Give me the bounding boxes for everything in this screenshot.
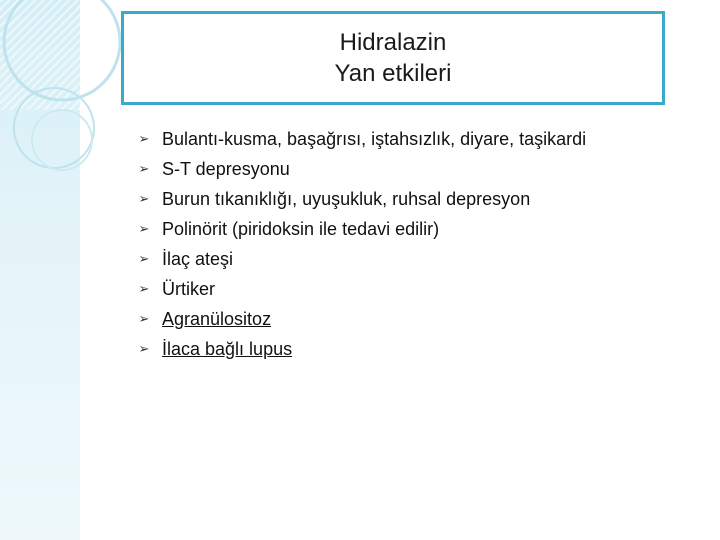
title-line-1: Hidralazin — [339, 29, 447, 56]
list-item — [136, 124, 706, 154]
decorative-circles — [0, 0, 130, 200]
arrowhead-bullet-icon: ➢ — [138, 251, 150, 266]
list-item — [136, 274, 706, 304]
deco-circle-large — [4, 0, 120, 100]
list-item — [136, 214, 706, 244]
list-item — [136, 154, 706, 184]
list-item-text: İlaç ateşi — [162, 248, 234, 269]
arrowhead-bullet-icon: ➢ — [138, 341, 150, 356]
list-item-text-underlined: İlaca bağlı lupus — [162, 338, 293, 359]
list-item-text: Polinörit (piridoksin ile tedavi edilir) — [162, 218, 440, 239]
arrowhead-bullet-icon: ➢ — [138, 311, 150, 326]
title-line-2: Yan etkileri — [334, 60, 452, 87]
side-effects-list — [136, 124, 706, 364]
list-item-text: Bulantı-kusma, başağrısı, iştahsızlık, diyare, taşikardi — [162, 128, 587, 149]
arrowhead-bullet-icon: ➢ — [138, 191, 150, 206]
list-item-text: Burun tıkanıklığı, uyuşukluk, ruhsal depresyon — [162, 188, 531, 209]
list-item-text-underlined: Agranülositoz — [162, 308, 272, 329]
title-box — [121, 11, 665, 105]
arrowhead-bullet-icon: ➢ — [138, 161, 150, 176]
list-item — [136, 184, 706, 214]
list-item-text: S-T depresyonu — [162, 158, 290, 179]
list-item — [136, 304, 706, 334]
list-item — [136, 334, 706, 364]
arrowhead-bullet-icon: ➢ — [138, 281, 150, 296]
list-item-text: Ürtiker — [162, 278, 215, 299]
arrowhead-bullet-icon: ➢ — [138, 131, 150, 146]
deco-circle-small — [32, 110, 92, 170]
arrowhead-bullet-icon: ➢ — [138, 221, 150, 236]
list-item — [136, 244, 706, 274]
